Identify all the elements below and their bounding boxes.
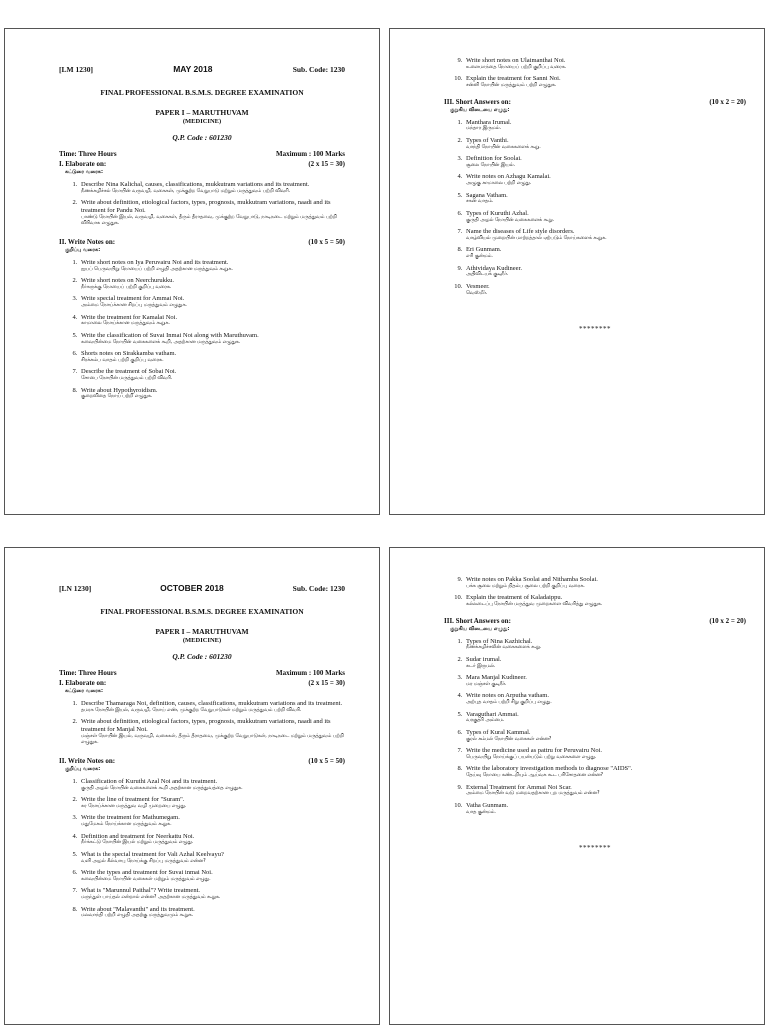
exam-code: [LN 1230] bbox=[59, 584, 92, 593]
question-ta: ஐயப் பெருவயிறு நோயைப் பற்றி எழுதி அதற்கான மருத்துவம் கூறுக. bbox=[81, 266, 233, 272]
question-en: 4. Write notes on Arputha vatham. bbox=[466, 692, 549, 700]
question-item bbox=[79, 314, 345, 328]
question-en: 10. Vatha Gunmam. bbox=[466, 801, 509, 809]
question-item bbox=[79, 387, 345, 401]
question-item bbox=[464, 246, 746, 260]
question-en: 8. Write about Hypothyroidism. bbox=[81, 386, 158, 394]
maximum-marks: Maximum : 100 Marks bbox=[275, 150, 345, 158]
question-item bbox=[464, 265, 746, 279]
question-item bbox=[79, 851, 345, 865]
question-en: 1. Manthara Irumal. bbox=[466, 118, 512, 126]
question-item bbox=[464, 692, 746, 706]
question-ta: வரகுதரி அம்மை. bbox=[466, 718, 505, 724]
question-ta: குறைவிதை நோய் பற்றி எழுதுக. bbox=[81, 394, 153, 400]
question-ta: மதுமேகம் நோய்க்கான மருத்துவம் கூறுக. bbox=[81, 822, 172, 828]
section-3-questions bbox=[444, 119, 746, 298]
section-3-header bbox=[444, 617, 746, 625]
question-item bbox=[79, 332, 345, 346]
question-ta: நீணக்கழிச்சல் நோயின் வருவழி, வகைகள், முக்குற்ற வேறுபாடு மற்றும் மருத்துவம் பற்றி விவரி. bbox=[81, 188, 291, 194]
question-en: 5. Varaguthari Ammai. bbox=[466, 710, 519, 718]
section-2-title: II. Write Notes on: bbox=[59, 756, 116, 765]
question-en: 9. Write notes on Pakka Soolai and Nithamba Soolai. bbox=[466, 576, 598, 583]
qp-code: Q.P. Code : 601230 bbox=[172, 133, 232, 142]
section-3-title: III. Short Answers on: bbox=[444, 97, 511, 106]
question-ta: சுடர் இருமல். bbox=[466, 663, 496, 669]
question-item bbox=[464, 75, 746, 89]
exam-month: OCTOBER 2018 bbox=[160, 583, 224, 593]
question-ta: வாந்தி நோயின் வகைகளைக் கூறு. bbox=[466, 144, 541, 150]
question-en: 1. Write short notes on Iya Peruvairu Noi and its treatment. bbox=[81, 258, 229, 266]
question-item bbox=[464, 747, 746, 761]
question-item bbox=[464, 729, 746, 743]
section-3-marks: (10 x 2 = 20) bbox=[709, 616, 746, 625]
question-ta: எரி குன்மம். bbox=[466, 254, 493, 260]
question-ta: அம்மை நோயின் வடு மறைவதற்கான புற மருத்துவம் என்ன? bbox=[466, 791, 600, 797]
question-ta: சகன வாதம். bbox=[466, 199, 494, 205]
question-item bbox=[464, 576, 746, 590]
question-item bbox=[79, 277, 345, 291]
qp-code: Q.P. Code : 601230 bbox=[172, 652, 232, 661]
page-october-2018-back bbox=[389, 547, 765, 1025]
question-en: 1. Classification of Kuruthi Azal Noi and its treatment. bbox=[81, 777, 218, 785]
time-marks-row bbox=[59, 669, 345, 677]
section-2-tamil: குறிப்பு வரைக: bbox=[65, 765, 101, 772]
paper-title: PAPER I – MARUTHUVAM bbox=[155, 108, 249, 117]
question-item bbox=[464, 638, 746, 652]
question-en: 2. Write the line of treatment for "Suram". bbox=[81, 796, 185, 804]
question-ta: சூலை நோயின் இயல். bbox=[466, 162, 516, 168]
section-2-header bbox=[59, 757, 345, 765]
exam-code: [LM 1230] bbox=[59, 65, 93, 74]
question-ta: நீர்சுருக்கு நோயைப் பற்றி குறிப்பு வரைக. bbox=[81, 284, 172, 290]
question-item bbox=[464, 802, 746, 816]
question-en: 3. Write the treatment for Mathumegam. bbox=[81, 814, 180, 822]
question-ta: அம்மை நோய்க்கான சிறப்பு மருத்துவம் எழுதுக. bbox=[81, 303, 187, 309]
page-may-2018-front bbox=[4, 28, 380, 515]
question-item bbox=[79, 350, 345, 364]
question-ta: கல்லடைப்பு நோயின் மருத்துவ முறைகளை விவரித்து எழுதுக. bbox=[466, 602, 603, 608]
question-item bbox=[464, 192, 746, 206]
section-1-questions bbox=[59, 181, 345, 228]
question-en: 5. Write the classification of Suvai Inmai Noi along with Maruthuvam. bbox=[81, 331, 259, 339]
time-allowed: Time: Three Hours bbox=[59, 669, 117, 677]
time-allowed: Time: Three Hours bbox=[59, 150, 117, 158]
question-item bbox=[464, 210, 746, 224]
section-2-marks: (10 x 5 = 50) bbox=[308, 237, 345, 246]
question-ta: மலவாந்தி பற்றி எழுதி அதற்கு மருத்துவமும் கூறுக. bbox=[81, 913, 194, 919]
question-en: 10. Explain the treatment for Sanni Noi. bbox=[466, 75, 561, 83]
question-ta: மருந்துள் பாய்தல் என்றால் என்ன? அதற்கான மருத்துவம் கூறுக. bbox=[81, 895, 221, 901]
question-en: 6. Write the types and treatment for Suvai inmai Noi. bbox=[81, 869, 213, 877]
question-en: 4. Write the treatment for Kamalai Noi. bbox=[81, 313, 178, 321]
question-item bbox=[79, 181, 345, 195]
section-2-questions bbox=[59, 259, 345, 401]
exam-header bbox=[59, 583, 345, 593]
question-en: 1. Types of Nina Kazhichal. bbox=[466, 637, 533, 645]
question-item bbox=[464, 674, 746, 688]
question-en: 3. Definition for Soolai. bbox=[466, 155, 522, 163]
question-item bbox=[79, 700, 345, 714]
question-ta: குருதி அழல் நோயின் வகைகளைக் கூறு. bbox=[466, 217, 554, 223]
section-2-questions-cont bbox=[444, 57, 746, 90]
question-en: 2. Write about definition, etiological factors, types, prognosis, mukkutram variations, naadi and its treatment for Pandu Noi. bbox=[81, 199, 331, 215]
question-ta: நீணக்கழிச்சலின் வகைகளைக் கூறு. bbox=[466, 645, 542, 651]
question-ta: நீர்க்கட்டு நோயின் இயல் மற்றும் மருத்துவம் எழுது. bbox=[81, 840, 194, 846]
question-ta: சுவையின்மை நோயின் வகைகள் மற்றும் மருத்துவம் எழுது. bbox=[81, 876, 211, 882]
exam-month: MAY 2018 bbox=[173, 64, 213, 74]
question-item bbox=[464, 155, 746, 169]
question-ta: அழுகு காமாலை பற்றி எழுது. bbox=[466, 181, 532, 187]
question-ta: வெஸ்மீர். bbox=[466, 290, 488, 296]
question-ta: மஞ்சள் நோயின் இயல், வருவழி, வகைகள், தீரும் தீராதவை, முக்குற்ற வேறுபாடுகள், நாடிநடை மற்றும் மருத்துவம் பற்றி எழுதுக. bbox=[81, 733, 344, 746]
question-ta: குருதி அழல் நோயின் வகைகளைக் கூறி அதற்கான மருத்துவத்தை எழுதுக. bbox=[81, 785, 243, 791]
section-2-tamil: குறிப்பு வரைக: bbox=[65, 246, 101, 253]
question-en: 5. What is the special treatment for Vali Azhal Keelvayu? bbox=[81, 850, 224, 858]
question-ta: வாத குன்மம். bbox=[466, 809, 496, 815]
question-item bbox=[79, 259, 345, 273]
question-item bbox=[464, 228, 746, 242]
time-marks-row bbox=[59, 150, 345, 158]
question-ta: குரல் கம்மல் நோயின் வகைகள் என்ன? bbox=[466, 736, 552, 742]
section-3-title: III. Short Answers on: bbox=[444, 616, 511, 625]
question-item bbox=[79, 833, 345, 847]
section-1-header bbox=[59, 160, 345, 168]
question-en: 9. External Treatment for Ammai Noi Scar. bbox=[466, 783, 572, 791]
question-ta: வாழ்வியல் முறையின் மாற்றத்தால் ஏற்படும் நோய்களைக் கூறுக. bbox=[466, 235, 607, 241]
question-en: 4. Write notes on Azhagu Kamalai. bbox=[466, 173, 551, 181]
question-ta: அதிவிடயக் குடிநீர். bbox=[466, 272, 509, 278]
question-ta: மந்தார இருமல். bbox=[466, 126, 502, 132]
question-en: 7. Describe the treatment of Sobai Noi. bbox=[81, 368, 177, 376]
question-en: 8. Eri Gunmam. bbox=[466, 246, 502, 254]
page-may-2018-back bbox=[389, 28, 765, 515]
section-1-tamil: கட்டுரை வரைக: bbox=[65, 169, 103, 175]
question-item bbox=[464, 656, 746, 670]
question-en: 7. What is "Marunnul Paithal"? Write treatment. bbox=[81, 887, 201, 895]
question-item bbox=[464, 57, 746, 71]
question-en: 6. Shorts notes on Sirakkamba vatham. bbox=[81, 350, 177, 358]
question-en: 1. Describe Nina Kalichal, causes, classifications, mukkutram variations and its treatment. bbox=[81, 181, 310, 188]
paper-subject: (MEDICINE) bbox=[182, 118, 222, 125]
question-en: 8. Write about "Malavanthi" and its treatment. bbox=[81, 905, 195, 913]
section-3-tamil: குறுகிய விடையை எழுது: bbox=[450, 625, 510, 632]
question-item bbox=[464, 711, 746, 725]
end-stars: ******** bbox=[579, 325, 611, 334]
section-1-tamil: கட்டுரை வரைக: bbox=[65, 688, 103, 694]
question-ta: பெருவயிறு நோய்க்குப் பயன்படும் பற்று வகைகளை எழுது. bbox=[466, 754, 597, 760]
question-en: 10. Explain the treatment of Kaladaippu. bbox=[466, 594, 563, 602]
question-ta: உளைமாந்தை நோயைப் பற்றி குறிப்பு வரைக. bbox=[466, 64, 567, 70]
question-ta: பக்க சூலை மற்றும் நிதம்ப சூலை பற்றி குறிப்பு வரைக. bbox=[466, 583, 585, 589]
sub-code: Sub. Code: 1230 bbox=[292, 65, 345, 74]
question-en: 10. Vesmeer. bbox=[466, 282, 490, 290]
section-2-questions-cont bbox=[444, 576, 746, 609]
question-item bbox=[79, 869, 345, 883]
question-en: 2. Sudar irumal. bbox=[466, 655, 502, 663]
question-item bbox=[79, 199, 345, 228]
question-item bbox=[464, 765, 746, 779]
question-item bbox=[79, 796, 345, 810]
question-item bbox=[464, 594, 746, 608]
question-ta: சன்னி நோயின் மருத்துவம் பற்றி எழுதுக. bbox=[466, 83, 557, 89]
section-1-marks: (2 x 15 = 30) bbox=[308, 679, 345, 687]
question-item bbox=[79, 778, 345, 792]
question-en: 7. Name the diseases of Life style disorders. bbox=[466, 228, 575, 236]
question-item bbox=[79, 368, 345, 382]
question-item bbox=[464, 173, 746, 187]
section-1-marks: (2 x 15 = 30) bbox=[308, 160, 345, 168]
section-3-questions bbox=[444, 638, 746, 817]
paper-title: PAPER I – MARUTHUVAM bbox=[155, 627, 249, 636]
page-october-2018-front bbox=[4, 547, 380, 1025]
section-3-marks: (10 x 2 = 20) bbox=[709, 97, 746, 106]
question-ta: சுர நோய்க்கான மருத்துவ வழி முறையை எழுது. bbox=[81, 803, 187, 809]
section-2-title: II. Write Notes on: bbox=[59, 237, 116, 246]
question-ta: மர மஞ்சள் குடிநீர். bbox=[466, 681, 507, 687]
question-ta: சிரக்கம்ப வாதம் பற்றி குறிப்பு வரைக. bbox=[81, 357, 164, 363]
exam-header bbox=[59, 64, 345, 74]
question-ta: தமரக நோயின் இயல், வருவழி, நோய் எண், முக்குற்ற வேறுபாடுகள் மற்றும் மருத்துவம் பற்றி விவரி. bbox=[81, 707, 302, 713]
question-en: 3. Mara Manjal Kudineer. bbox=[466, 674, 527, 682]
question-item bbox=[464, 137, 746, 151]
question-ta: சோபை நோயின் மருத்துவம் பற்றி விவரி. bbox=[81, 376, 173, 382]
paper-subject: (MEDICINE) bbox=[182, 637, 222, 644]
question-en: 2. Types of Vanthi. bbox=[466, 136, 509, 144]
section-2-questions bbox=[59, 778, 345, 920]
question-en: 9. Athividaya Kudineer. bbox=[466, 264, 522, 272]
section-3-tamil: குறுகிய விடையை எழுது: bbox=[450, 106, 510, 113]
question-en: 7. Write the medicine used as pattru for Peruvairu Noi. bbox=[466, 747, 603, 755]
question-en: 9. Write short notes on Ulaimanthai Noi. bbox=[466, 57, 566, 64]
question-item bbox=[79, 814, 345, 828]
section-2-header bbox=[59, 238, 345, 246]
section-1-title: I. Elaborate on: bbox=[59, 679, 107, 687]
section-1-questions bbox=[59, 700, 345, 747]
question-en: 6. Types of Kuruthi Azhal. bbox=[466, 209, 529, 217]
question-item bbox=[79, 718, 345, 747]
section-1-header bbox=[59, 679, 345, 687]
question-ta: தேய்வு நோயை கண்டறியும் ஆய்வக கூட பரிசோதனை என்ன? bbox=[466, 773, 604, 779]
question-en: 2. Write about definition, etiological factors, types, prognosis, mukkutram variations, naadi and its treatment for Manjal Noi. bbox=[81, 718, 331, 734]
exam-title: FINAL PROFESSIONAL B.S.M.S. DEGREE EXAMINATION bbox=[100, 88, 304, 97]
question-en: 8. Write the laboratory investigation methods to diagnose "AIDS". bbox=[466, 765, 633, 773]
question-item bbox=[464, 784, 746, 798]
question-item bbox=[464, 119, 746, 133]
question-en: 3. Write special treatment for Ammai Noi. bbox=[81, 295, 185, 303]
question-item bbox=[79, 887, 345, 901]
question-item bbox=[79, 906, 345, 920]
section-1-title: I. Elaborate on: bbox=[59, 160, 107, 168]
question-item bbox=[464, 283, 746, 297]
question-en: 4. Definition and treatment for Neerkattu Noi. bbox=[81, 832, 195, 840]
question-ta: அற்புத வாதம் பற்றி சிறு குறிப்பு எழுது. bbox=[466, 700, 552, 706]
section-2-marks: (10 x 5 = 50) bbox=[308, 756, 345, 765]
question-en: 6. Types of Kural Kammal. bbox=[466, 728, 531, 736]
sub-code: Sub. Code: 1230 bbox=[292, 584, 345, 593]
maximum-marks: Maximum : 100 Marks bbox=[275, 669, 345, 677]
end-stars: ******** bbox=[579, 844, 611, 853]
question-ta: சுவையின்மை நோயின் வகைகளைக் கூறி, அதற்கான மருத்துவம் எழுதுக. bbox=[81, 339, 241, 345]
question-ta: பாண்டு நோயின் இயல், வருவழி, வகைகள், தீரும் தீராதவை, முக்குற்ற வேறுபாடு, நாடிநடை மற்றும் மருத்துவம் பற்றி விரிவாக எழுதுக. bbox=[81, 214, 337, 227]
exam-title: FINAL PROFESSIONAL B.S.M.S. DEGREE EXAMINATION bbox=[100, 607, 304, 616]
question-item bbox=[79, 295, 345, 309]
section-3-header bbox=[444, 98, 746, 106]
question-en: 5. Sagana Vatham. bbox=[466, 191, 508, 199]
question-ta: வளி அழல் கீல்வாயு நோய்க்கு சிறப்பு மருத்துவம் என்ன? bbox=[81, 858, 206, 864]
question-en: 1. Describe Thamaraga Noi, definition, causes, classifications, mukkutram variations and its treatment. bbox=[81, 700, 343, 707]
question-en: 2. Write short notes on Neerchurukku. bbox=[81, 277, 175, 285]
question-ta: காமாலை நோய்க்கான மருத்துவம் கூறுக. bbox=[81, 321, 170, 327]
